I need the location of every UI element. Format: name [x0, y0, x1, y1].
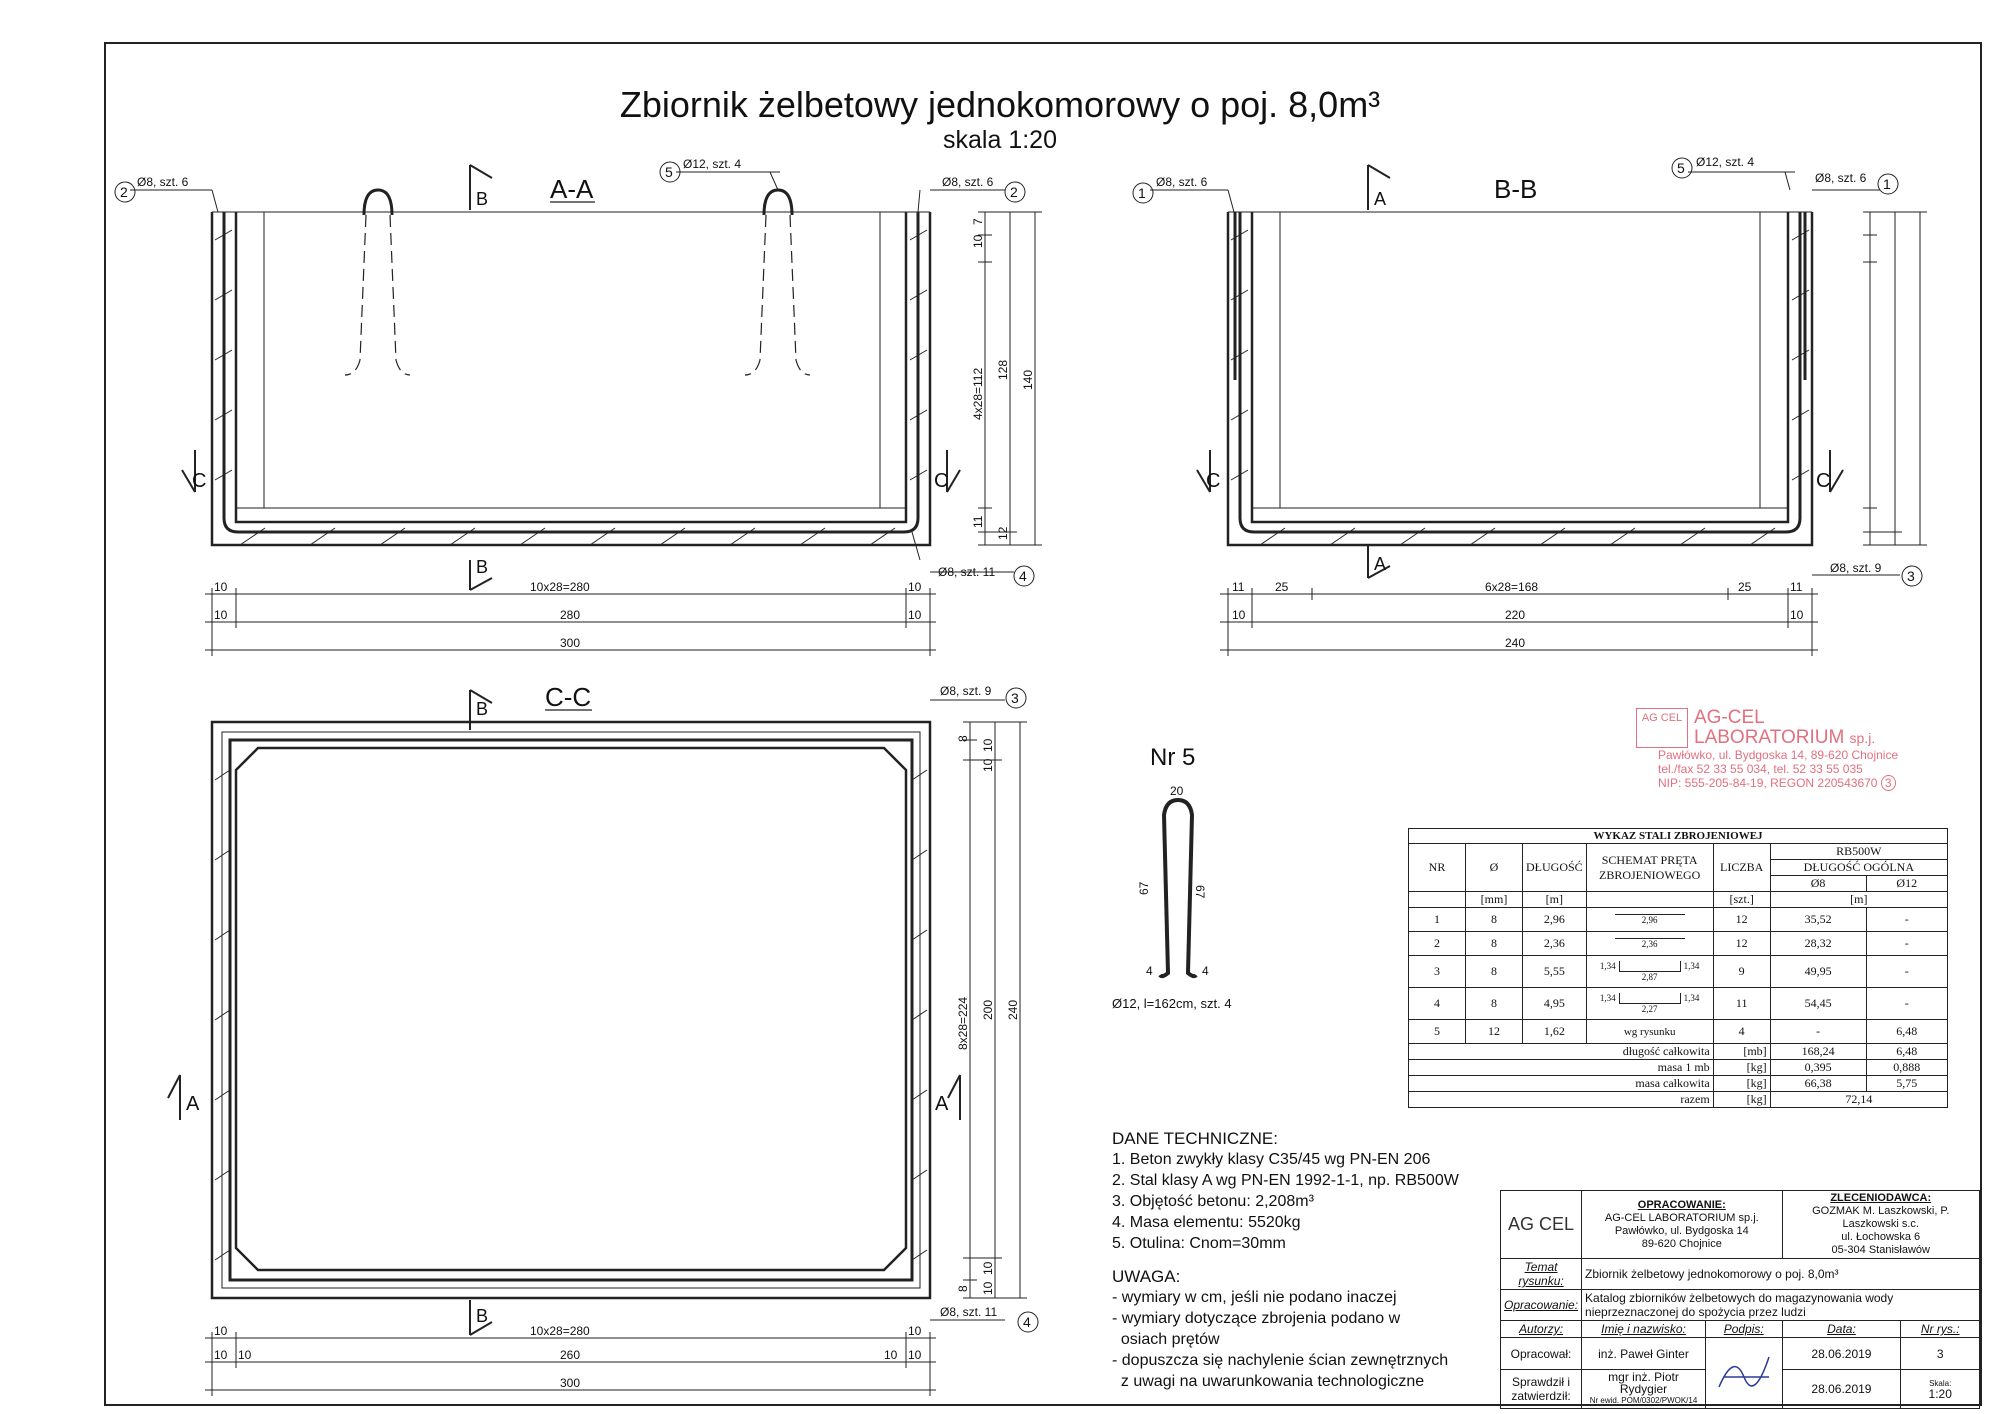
cc-dim: 10 — [214, 1324, 228, 1338]
steel-cell-d: 8 — [1466, 988, 1523, 1020]
note-item: - dopuszcza się nachylenie ścian zewnętrznych — [1112, 1352, 1449, 1369]
title-block-scale-label: Skala: — [1929, 1379, 1952, 1388]
aa-dim-v: 11 — [971, 515, 985, 528]
steel-schema-left: 1,34 — [1599, 992, 1616, 1003]
steel-schema-mid: 2,36 — [1641, 939, 1658, 949]
aa-right-label: Ø8, szt. 6 — [942, 175, 994, 189]
cc-dim: 10 — [884, 1348, 898, 1362]
steel-unit-szt: [szt.] — [1713, 892, 1770, 908]
technical-item: 5. Otulina: Cnom=30mm — [1112, 1235, 1286, 1252]
steel-sum-row — [1409, 1044, 1948, 1060]
bb-dim: 11 — [1790, 580, 1803, 594]
title-block-r2-name: mgr inż. Piotr Rydygier — [1608, 1370, 1679, 1396]
aa-top-no: 5 — [665, 164, 673, 180]
steel-sum-d8: 168,24 — [1770, 1044, 1866, 1060]
steel-sum-d8: 0,395 — [1770, 1060, 1866, 1076]
cc-dim: 10 — [214, 1348, 228, 1362]
stamp-name-1: AG-CEL — [1694, 707, 1765, 728]
steel-sum-label: razem — [1409, 1092, 1714, 1108]
steel-h-len: DŁUGOŚĆ — [1523, 844, 1587, 892]
title-block-r2-label: Sprawdził i zatwierdził: — [1501, 1370, 1582, 1409]
aa-dim: 280 — [560, 608, 581, 622]
cc-dim: 10 — [908, 1324, 922, 1338]
marker-a-cc-left: A — [186, 1093, 200, 1115]
title-block-topic-label: Temat rysunku: — [1501, 1259, 1582, 1290]
steel-cell-schema — [1586, 1020, 1713, 1044]
stamp-nip: NIP: 555-205-84-19, REGON 220543670 — [1658, 776, 1878, 790]
aa-dim-v: 128 — [996, 359, 1010, 380]
steel-cell-total-d12: - — [1866, 956, 1948, 988]
steel-cell-len: 5,55 — [1523, 956, 1587, 988]
steel-cell-len: 1,62 — [1523, 1020, 1587, 1044]
title-block-r2-reg: Nr ewid. POM/0302/PWOK/14 — [1589, 1396, 1698, 1405]
bb-dim: 10 — [1790, 608, 1804, 622]
steel-cell-nr: 5 — [1409, 1020, 1466, 1044]
steel-cell-total-d12: - — [1866, 932, 1948, 956]
title-block-topic-value: Zbiornik żelbetowy jednokomorowy o poj. 8,0m³ — [1582, 1259, 1980, 1290]
bb-top-label: Ø12, szt. 4 — [1696, 155, 1755, 169]
marker-a-bb-top: A — [1374, 189, 1387, 209]
technical-item: 1. Beton zwykły klasy C35/45 wg PN-EN 206 — [1112, 1151, 1431, 1168]
steel-sum-row — [1409, 1092, 1948, 1108]
note-item: - wymiary dotyczące zbrojenia podano w — [1112, 1310, 1401, 1327]
technical-item: 4. Masa elementu: 5520kg — [1112, 1214, 1301, 1231]
cc-dim: 10x28=280 — [530, 1324, 590, 1338]
aa-dim-v: 140 — [1021, 369, 1035, 390]
bb-dim: 6x28=168 — [1485, 580, 1539, 594]
technical-data-title: DANE TECHNICZNE: — [1112, 1129, 1278, 1148]
title-block-op-header: OPRACOWANIE: — [1637, 1198, 1726, 1211]
title-block-h-sign: Podpis: — [1705, 1321, 1782, 1338]
cc-bottom-no: 4 — [1023, 1314, 1031, 1330]
steel-cell-total-d8: 28,32 — [1770, 932, 1866, 956]
aa-dim-v: 4x28=112 — [971, 367, 985, 420]
notes-title: UWAGA: — [1112, 1267, 1181, 1286]
cc-dim: 260 — [560, 1348, 581, 1362]
title-block-r1-name: inż. Paweł Ginter — [1582, 1338, 1706, 1370]
cc-dim-v: 8 — [956, 735, 970, 742]
marker-c-aa-right: C — [934, 470, 949, 492]
bar-shape-icon — [1619, 961, 1681, 972]
aa-top-label: Ø12, szt. 4 — [683, 157, 742, 171]
steel-cell-d: 8 — [1466, 956, 1523, 988]
title-block-opr-value: Katalog zbiorników żelbetowych do magazynowania wody nieprzeznaczonej do spożycia przez ludzi — [1582, 1290, 1980, 1321]
steel-h-d12: Ø12 — [1866, 876, 1948, 892]
cc-dim: 10 — [238, 1348, 252, 1362]
bb-dim: 25 — [1738, 580, 1752, 594]
cc-dim-v: 8 — [956, 1285, 970, 1292]
cc-dim: 10 — [908, 1348, 922, 1362]
steel-cell-total-d12: 6,48 — [1866, 1020, 1948, 1044]
title-block-h-name: Imię i nazwisko: — [1582, 1321, 1706, 1338]
steel-sum-unit: [kg] — [1713, 1060, 1770, 1076]
note-item: z uwagi na uwarunkowania technologiczne — [1112, 1373, 1425, 1390]
steel-cell-count: 4 — [1713, 1020, 1770, 1044]
bb-right-no: 1 — [1883, 176, 1891, 192]
steel-sum-unit: [kg] — [1713, 1092, 1770, 1108]
cc-dim-v: 10 — [981, 758, 995, 772]
title-block-opr-label: Opracowanie: — [1501, 1290, 1582, 1321]
steel-cell-total-d8: 35,52 — [1770, 908, 1866, 932]
marker-b-cc-bottom: B — [476, 1306, 489, 1326]
steel-cell-schema — [1586, 956, 1713, 988]
steel-row — [1409, 988, 1948, 1020]
title-block-r1-date: 28.06.2019 — [1782, 1338, 1901, 1370]
title-block-logo: AG CEL — [1501, 1191, 1582, 1259]
steel-sum-unit: [mb] — [1713, 1044, 1770, 1060]
section-cc — [168, 690, 1027, 1396]
steel-h-d8: Ø8 — [1770, 876, 1866, 892]
aa-dim-v: 10 — [971, 234, 985, 248]
steel-schema-right: 1,34 — [1683, 960, 1700, 971]
section-aa-title: A-A — [550, 174, 594, 204]
title-block-op-1: AG-CEL LABORATORIUM sp.j. — [1604, 1211, 1759, 1224]
title-block-client-3: 05-304 Stanisławów — [1831, 1244, 1930, 1256]
aa-bottom-label: Ø8, szt. 11 — [938, 565, 996, 579]
steel-sum-row — [1409, 1076, 1948, 1092]
cc-bottom-label: Ø8, szt. 11 — [940, 1305, 998, 1319]
bb-top-no: 5 — [1677, 160, 1685, 176]
steel-schema-right: 1,34 — [1683, 992, 1700, 1003]
drawing-scale: skala 1:20 — [943, 126, 1057, 154]
marker-b-cc-top: B — [476, 699, 489, 719]
aa-right-no: 2 — [1010, 184, 1018, 200]
bb-dim: 240 — [1505, 636, 1526, 650]
bb-dim: 220 — [1505, 608, 1526, 622]
aa-dim-v: 12 — [996, 526, 1010, 540]
marker-b-aa-top: B — [476, 189, 489, 209]
steel-cell-schema — [1586, 932, 1713, 956]
note-item: osiach prętów — [1112, 1331, 1220, 1348]
steel-schema-mid: 2,96 — [1641, 915, 1658, 925]
bb-dim: 11 — [1232, 580, 1245, 594]
steel-row — [1409, 956, 1948, 988]
title-block-h-nr: Nr rys.: — [1901, 1321, 1980, 1338]
steel-sum-d12: 6,48 — [1866, 1044, 1948, 1060]
marker-b-aa-bottom: B — [476, 557, 489, 577]
marker-c-bb-left: C — [1206, 470, 1221, 492]
marker-a-cc-right: A — [935, 1093, 949, 1115]
title-block-op-3: 89-620 Chojnice — [1641, 1237, 1722, 1250]
nr5-dim-right: 67 — [1193, 885, 1207, 899]
cc-dim: 300 — [560, 1376, 581, 1390]
steel-row — [1409, 908, 1948, 932]
steel-cell-d: 12 — [1466, 1020, 1523, 1044]
steel-cell-d: 8 — [1466, 908, 1523, 932]
title-block-op-2: Pawłówko, ul. Bydgoska 14 — [1614, 1224, 1749, 1237]
section-bb-title: B-B — [1494, 174, 1538, 204]
aa-dim: 10 — [908, 608, 922, 622]
steel-cell-count: 12 — [1713, 932, 1770, 956]
steel-cell-nr: 1 — [1409, 908, 1466, 932]
steel-sum-label: masa całkowita — [1409, 1076, 1714, 1092]
nr5-title: Nr 5 — [1150, 744, 1196, 771]
aa-dim: 10 — [214, 580, 228, 594]
steel-unit-m2: [m] — [1770, 892, 1947, 908]
steel-h-grade: RB500W — [1770, 844, 1947, 860]
bar-nr5-shape — [1160, 800, 1196, 976]
title-block-r1-label: Opracował: — [1501, 1338, 1582, 1370]
steel-unit-mm: [mm] — [1466, 892, 1523, 908]
stamp-logo: AG CEL — [1636, 708, 1688, 748]
steel-cell-count: 9 — [1713, 956, 1770, 988]
cc-dim-v: 200 — [981, 999, 995, 1020]
steel-cell-len: 2,96 — [1523, 908, 1587, 932]
steel-cell-total-d8: 54,45 — [1770, 988, 1866, 1020]
nr5-caption: Ø12, l=162cm, szt. 4 — [1112, 996, 1232, 1011]
steel-cell-total-d12: - — [1866, 908, 1948, 932]
title-block — [1500, 1190, 1980, 1409]
steel-cell-nr: 2 — [1409, 932, 1466, 956]
nr5-dim-b1: 4 — [1146, 964, 1153, 978]
steel-cell-count: 12 — [1713, 908, 1770, 932]
cc-dim-v: 8x28=224 — [956, 996, 970, 1050]
signature — [1705, 1338, 1782, 1409]
marker-a-bb-bottom: A — [1374, 554, 1387, 574]
steel-sum-row — [1409, 1060, 1948, 1076]
steel-schema-mid: 2,87 — [1641, 972, 1658, 983]
aa-dim: 10 — [214, 608, 228, 622]
bb-left-label: Ø8, szt. 6 — [1156, 175, 1208, 189]
steel-cell-total-d8: - — [1770, 1020, 1866, 1044]
technical-item: 3. Objętość betonu: 2,208m³ — [1112, 1193, 1314, 1210]
aa-dim: 10x28=280 — [530, 580, 590, 594]
steel-sum-d12: 0,888 — [1866, 1060, 1948, 1076]
steel-sum-d8: 66,38 — [1770, 1076, 1866, 1092]
title-block-client-1: GOZMAK M. Laszkowski, P. Laszkowski s.c. — [1812, 1205, 1950, 1230]
nr5-dim-left: 67 — [1137, 881, 1151, 895]
steel-h-total: DŁUGOŚĆ OGÓLNA — [1770, 860, 1947, 876]
stamp-name-2: LABORATORIUM — [1694, 727, 1845, 748]
aa-left-no: 2 — [120, 184, 128, 200]
steel-cell-total-d8: 49,95 — [1770, 956, 1866, 988]
steel-sum-label: masa 1 mb — [1409, 1060, 1714, 1076]
steel-cell-total-d12: - — [1866, 988, 1948, 1020]
section-bb — [1150, 165, 1927, 656]
note-item: - wymiary w cm, jeśli nie podano inaczej — [1112, 1289, 1397, 1306]
steel-unit-m: [m] — [1523, 892, 1587, 908]
title-block-client-2: ul. Łochowska 6 — [1841, 1231, 1921, 1243]
steel-schema-mid: wg rysunku — [1623, 1025, 1676, 1038]
stamp-phone: tel./fax 52 33 55 034, tel. 52 33 55 035 — [1658, 762, 1863, 776]
steel-schema-mid: 2,27 — [1641, 1004, 1658, 1015]
bb-bottom-no: 3 — [1907, 568, 1915, 584]
steel-h-count: LICZBA — [1713, 844, 1770, 892]
steel-cell-len: 2,36 — [1523, 932, 1587, 956]
title-block-h-date: Data: — [1782, 1321, 1901, 1338]
title-block-client-header: ZLECENIODAWCA: — [1830, 1192, 1932, 1204]
bb-left-no: 1 — [1138, 185, 1146, 201]
cc-dim-v: 10 — [981, 738, 995, 752]
steel-table-title: WYKAZ STALI ZBROJENIOWEJ — [1409, 829, 1948, 844]
bb-bottom-label: Ø8, szt. 9 — [1830, 561, 1882, 575]
technical-data — [1112, 1128, 1472, 1254]
aa-dim-v: 7 — [971, 218, 985, 225]
steel-cell-len: 4,95 — [1523, 988, 1587, 1020]
stamp-circle-no: 3 — [1881, 775, 1896, 791]
steel-schema-left: 1,34 — [1599, 960, 1616, 971]
title-block-r1-nr: 3 — [1901, 1338, 1980, 1370]
company-stamp — [1636, 708, 1916, 790]
nr5-dim-top: 20 — [1170, 784, 1184, 798]
steel-h-nr: NR — [1409, 844, 1466, 892]
aa-dim: 300 — [560, 636, 581, 650]
cc-top-label: Ø8, szt. 9 — [940, 684, 992, 698]
steel-h-d: Ø — [1466, 844, 1523, 892]
steel-h-schema: SCHEMAT PRĘTA ZBROJENIOWEGO — [1586, 844, 1713, 892]
steel-cell-schema — [1586, 908, 1713, 932]
title-block-h-authors: Autorzy: — [1501, 1321, 1582, 1338]
technical-item: 2. Stal klasy A wg PN-EN 1992-1-1, np. RB500W — [1112, 1172, 1459, 1189]
cc-dim-v: 240 — [1006, 999, 1020, 1020]
section-cc-title: C-C — [545, 682, 592, 712]
title-block-scale-value: 1:20 — [1928, 1387, 1952, 1401]
steel-cell-count: 11 — [1713, 988, 1770, 1020]
steel-cell-schema — [1586, 988, 1713, 1020]
aa-dim: 10 — [908, 580, 922, 594]
bb-right-label: Ø8, szt. 6 — [1815, 171, 1867, 185]
steel-row — [1409, 1020, 1948, 1044]
aa-bottom-no: 4 — [1019, 568, 1027, 584]
signature-icon — [1714, 1347, 1774, 1397]
bar-shape-icon — [1619, 993, 1681, 1004]
aa-left-label: Ø8, szt. 6 — [137, 175, 189, 189]
steel-row — [1409, 932, 1948, 956]
marker-c-aa-left: C — [192, 470, 207, 492]
steel-schedule-table — [1408, 828, 1948, 1108]
stamp-address: Pawłówko, ul. Bydgoska 14, 89-620 Chojnice — [1658, 748, 1899, 762]
stamp-suffix: sp.j. — [1849, 730, 1876, 746]
steel-sum-d12: 5,75 — [1866, 1076, 1948, 1092]
cc-dim-v: 10 — [981, 1261, 995, 1275]
steel-sum-label: długość całkowita — [1409, 1044, 1714, 1060]
steel-sum-total: 72,14 — [1770, 1092, 1947, 1108]
drawing-title: Zbiornik żelbetowy jednokomorowy o poj. 8,0m³ — [619, 84, 1381, 125]
bb-dim: 25 — [1275, 580, 1289, 594]
bb-dim: 10 — [1232, 608, 1246, 622]
marker-c-bb-right: C — [1816, 470, 1831, 492]
nr5-dim-b2: 4 — [1202, 964, 1209, 978]
title-block-r2-date: 28.06.2019 — [1782, 1370, 1901, 1409]
steel-cell-nr: 4 — [1409, 988, 1466, 1020]
notes — [1112, 1266, 1492, 1392]
cc-dim-v: 10 — [981, 1281, 995, 1295]
steel-cell-d: 8 — [1466, 932, 1523, 956]
steel-cell-nr: 3 — [1409, 956, 1466, 988]
steel-sum-unit: [kg] — [1713, 1076, 1770, 1092]
cc-top-no: 3 — [1011, 690, 1019, 706]
